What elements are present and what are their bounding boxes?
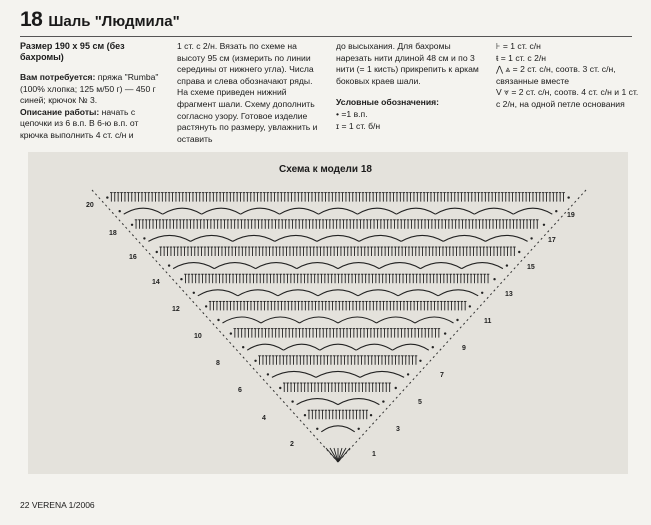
chain-dot — [456, 319, 458, 321]
legend-title: Условные обозначения: — [336, 97, 439, 108]
chain-arch — [223, 317, 262, 323]
row-label-left: 8 — [216, 360, 220, 367]
chain-arch — [173, 263, 214, 269]
page-footer: 22 VERENA 1/2006 — [20, 500, 95, 510]
row-label-left: 16 — [129, 254, 137, 261]
chain-arch — [275, 235, 317, 241]
chain-arch — [241, 208, 280, 214]
right-edge — [338, 190, 586, 462]
chain-arch — [238, 290, 278, 296]
chain-arch — [435, 208, 474, 214]
chain-dot — [131, 224, 133, 226]
row-label-right: 15 — [527, 264, 535, 271]
row-label-left: 2 — [290, 441, 294, 448]
description-text: начать с цепочки из 6 в.п. В 6-ю в.п. от крючка выполнить 4 ст. с/н и — [20, 106, 139, 140]
chain-arch — [247, 344, 283, 350]
chain-dot — [242, 346, 244, 348]
chain-arch — [214, 263, 255, 269]
row-label-right: 13 — [505, 291, 513, 298]
row-label-right: 3 — [396, 426, 400, 433]
chain-dot — [419, 360, 421, 362]
chain-dot — [530, 237, 532, 239]
chain-arch — [320, 344, 356, 350]
chain-arch — [415, 317, 454, 323]
row-label-right: 11 — [484, 318, 492, 325]
chain-dot — [230, 332, 232, 334]
chain-dot — [432, 346, 434, 348]
materials-label: Вам потребуется: — [20, 72, 96, 82]
chain-arch — [485, 235, 527, 241]
legend-item: ɪ = 1 ст. б/н — [336, 120, 381, 131]
chain-arch — [420, 263, 461, 269]
chain-arch — [300, 317, 339, 323]
chain-dot — [469, 305, 471, 307]
chain-dot — [143, 237, 145, 239]
chain-dot — [493, 278, 495, 280]
chain-arch — [278, 290, 318, 296]
row-label-right: 19 — [567, 212, 575, 219]
chain-arch — [318, 290, 358, 296]
chain-dot — [316, 428, 318, 430]
chain-arch — [401, 235, 443, 241]
chain-arch — [317, 235, 359, 241]
chain-arch — [392, 344, 428, 350]
chain-dot — [291, 400, 293, 402]
chain-arch — [443, 235, 485, 241]
chain-dot — [205, 305, 207, 307]
stitch-pattern — [92, 190, 586, 462]
row-label-right: 7 — [440, 372, 444, 379]
chain-dot — [506, 264, 508, 266]
chain-arch — [356, 344, 392, 350]
legend-item: V ⩔ = 2 ст. с/н, соотв. 4 ст. с/н и 1 ст. с 2/н, на одной петле основания — [496, 87, 639, 109]
chain-arch — [513, 208, 552, 214]
chain-dot — [370, 414, 372, 416]
pattern-number: 18 — [20, 8, 43, 31]
chain-dot — [395, 387, 397, 389]
row-label-left: 20 — [86, 202, 94, 209]
chain-arch — [438, 290, 478, 296]
chain-arch — [396, 208, 435, 214]
chain-dot — [407, 373, 409, 375]
row-label-left: 14 — [152, 279, 160, 286]
materials-text: пряжа "Rumba" (100% хлопка; 125 м/50 г) — 450 г синей; крючок № 3. — [20, 72, 159, 106]
chain-arch — [377, 317, 416, 323]
chain-arch — [338, 399, 379, 405]
description-label: Описание работы: — [20, 106, 100, 117]
fringe-text: до высыхания. Для бахромы нарезать нити длиной 48 см и по 3 нити (= 1 кисть) прикрепить к аркам боковых краев шали. — [336, 41, 479, 86]
legend-item: ⋀ ⩓ = 2 ст. с/н, соотв. 3 ст. с/н, связанные вместе — [496, 64, 616, 86]
row-label-right: 5 — [418, 399, 422, 406]
chain-dot — [567, 196, 569, 198]
row-label-left: 4 — [262, 415, 266, 422]
chain-dot — [106, 196, 108, 198]
chain-arch — [359, 235, 401, 241]
chain-dot — [217, 319, 219, 321]
chain-arch — [280, 208, 319, 214]
chain-arch — [398, 290, 438, 296]
legend-item: • =1 в.п. — [336, 108, 368, 119]
chain-arch — [321, 426, 354, 432]
chain-arch — [191, 235, 233, 241]
chain-dot — [180, 278, 182, 280]
chain-arch — [379, 263, 420, 269]
row-label-right: 17 — [548, 237, 556, 244]
chain-arch — [338, 317, 377, 323]
size-spec: Размер 190 х 95 см (без бахромы) — [20, 41, 125, 62]
chain-dot — [267, 373, 269, 375]
chain-arch — [319, 208, 358, 214]
diagram-title: Схема к модели 18 — [279, 164, 372, 175]
chain-dot — [119, 210, 121, 212]
chain-dot — [254, 360, 256, 362]
chain-dot — [358, 428, 360, 430]
chain-arch — [474, 208, 513, 214]
row-label-right: 1 — [372, 451, 376, 458]
chain-dot — [444, 332, 446, 334]
chain-dot — [382, 400, 384, 402]
left-edge — [92, 190, 338, 462]
legend-item: ŧ = 1 ст. с 2/н — [496, 52, 547, 63]
chain-dot — [304, 414, 306, 416]
chain-dot — [279, 387, 281, 389]
chain-arch — [256, 263, 297, 269]
chain-arch — [202, 208, 241, 214]
chain-dot — [168, 264, 170, 266]
instructions-text: 1 ст. с 2/н. Вязать по схеме на высоту 95 см (измерить по линии середины от нижнего угла). Числа справа и слева обозначают ряды. На схеме приведен нижний фрагмент шали. Схему дополнить согласно узору. Готовое изделие растянуть по размеру, увлажнить и оставить — [177, 41, 318, 144]
row-label-right: 9 — [462, 345, 466, 352]
chain-dot — [156, 251, 158, 253]
chain-arch — [261, 317, 300, 323]
chain-arch — [360, 371, 404, 377]
chain-arch — [338, 263, 379, 269]
row-label-left: 6 — [238, 387, 242, 394]
chain-arch — [233, 235, 275, 241]
start-fan-stitch — [338, 448, 346, 462]
row-label-left: 10 — [194, 333, 202, 340]
row-label-left: 12 — [172, 306, 180, 313]
chain-dot — [543, 224, 545, 226]
chain-arch — [297, 263, 338, 269]
chain-arch — [284, 344, 320, 350]
chain-arch — [148, 235, 190, 241]
chain-dot — [555, 210, 557, 212]
chain-arch — [316, 371, 360, 377]
chain-arch — [198, 290, 238, 296]
chain-arch — [357, 208, 396, 214]
chain-dot — [193, 292, 195, 294]
chain-arch — [297, 399, 338, 405]
chain-arch — [358, 290, 398, 296]
row-label-left: 18 — [109, 230, 117, 237]
chain-arch — [124, 208, 163, 214]
legend-item: ⊦ = 1 ст. с/н — [496, 41, 541, 51]
chain-dot — [481, 292, 483, 294]
chain-arch — [272, 371, 316, 377]
chain-arch — [163, 208, 202, 214]
chain-arch — [462, 263, 503, 269]
pattern-title: Шаль "Людмила" — [48, 13, 180, 30]
chain-dot — [518, 251, 520, 253]
